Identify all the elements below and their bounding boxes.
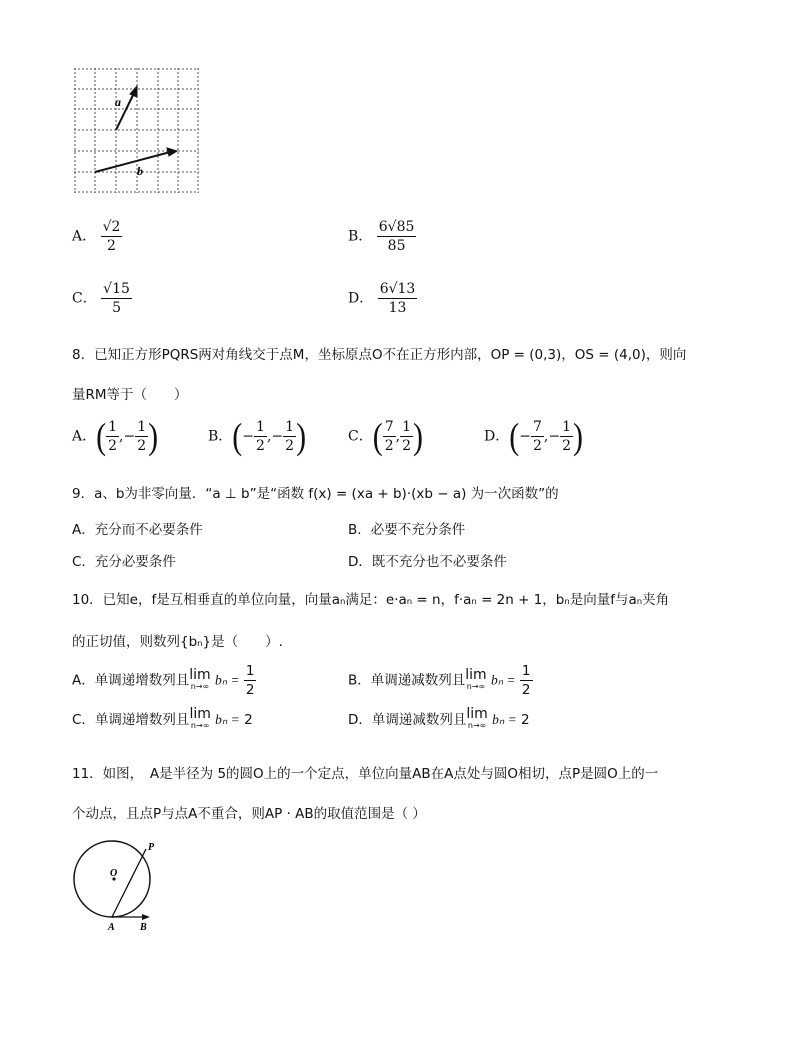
vector-b [95,151,174,172]
label-p: P [148,842,155,853]
q7-option-c[interactable]: C． $\frac{√15}{5}$ [72,281,130,316]
circle-o [74,841,150,917]
q7-option-b[interactable]: B． $\frac{6√85}{85}$ [348,219,415,254]
q7-option-a[interactable]: A． $\frac{√2}{2}$ [72,219,121,254]
q9-option-c[interactable]: C．充分必要条件 [72,554,176,570]
q8-option-a[interactable]: A．( $\frac{1}{2}$ ,− $\frac{1}{2}$ ) [72,415,159,457]
q10-option-d[interactable]: D．单调递减数列且 lim n→∞ bₙ = 2 [348,706,530,730]
chord-ap [112,849,146,917]
q9-option-b[interactable]: B．必要不充分条件 [348,522,466,538]
q10-option-b[interactable]: B．单调递减数列且 lim n→∞ bₙ = $\frac{1}{2}$ [348,663,531,698]
q9-option-a[interactable]: A．充分而不必要条件 [72,522,203,538]
q7-option-d[interactable]: D． $\frac{6√13}{13}$ [348,281,416,316]
q8-option-d[interactable]: D．(− $\frac{7}{2}$ ,− $\frac{1}{2}$ ) [484,415,583,457]
q8-stem-line2: 量RM等于（ ） [72,387,188,403]
label-b: B [140,922,147,933]
q10-stem-line1: 10．已知e，f是互相垂直的单位向量，向量aₙ满足：e·aₙ = n，f·aₙ = 2n + 1，bₙ是向量f与aₙ夹角 [72,592,670,608]
q9-stem: 9．a、b为非零向量．“a ⊥ b”是“函数 f(x) = (xa + b)·(xb − a) 为一次函数”的 [72,486,559,502]
q11-circle-figure [66,836,166,936]
q8-option-b[interactable]: B．(− $\frac{1}{2}$ ,− $\frac{1}{2}$ ) [208,415,307,457]
q8-stem-line1: 8．已知正方形PQRS两对角线交于点M，坐标原点O不在正方形内部，OP = (0,3)，OS = (4,0)，则向 [72,347,687,363]
q7-grid-figure [74,68,200,194]
label-o: O [110,868,118,879]
q10-option-a[interactable]: A．单调递增数列且 lim n→∞ bₙ = $\frac{1}{2}$ [72,663,255,698]
q11-stem-line1: 11．如图， A是半径为 5的圆O上的一个定点，单位向量AB在A点处与圆O相切，点P是圆O上的一 [72,766,659,782]
label-a: A [108,922,115,933]
q10-stem-line2: 的正切值，则数列{bₙ}是（ ）. [72,634,283,650]
vector-b-label: b [137,164,143,178]
q8-option-c[interactable]: C．( $\frac{7}{2}$ , $\frac{1}{2}$ ) [348,415,424,457]
vector-a-label: a [115,95,121,109]
q11-stem-line2: 个动点，且点P与点A不重合，则AP · AB的取值范围是（ ） [72,806,426,822]
q10-option-c[interactable]: C．单调递增数列且 lim n→∞ bₙ = 2 [72,706,253,730]
q9-option-d[interactable]: D．既不充分也不必要条件 [348,554,507,570]
